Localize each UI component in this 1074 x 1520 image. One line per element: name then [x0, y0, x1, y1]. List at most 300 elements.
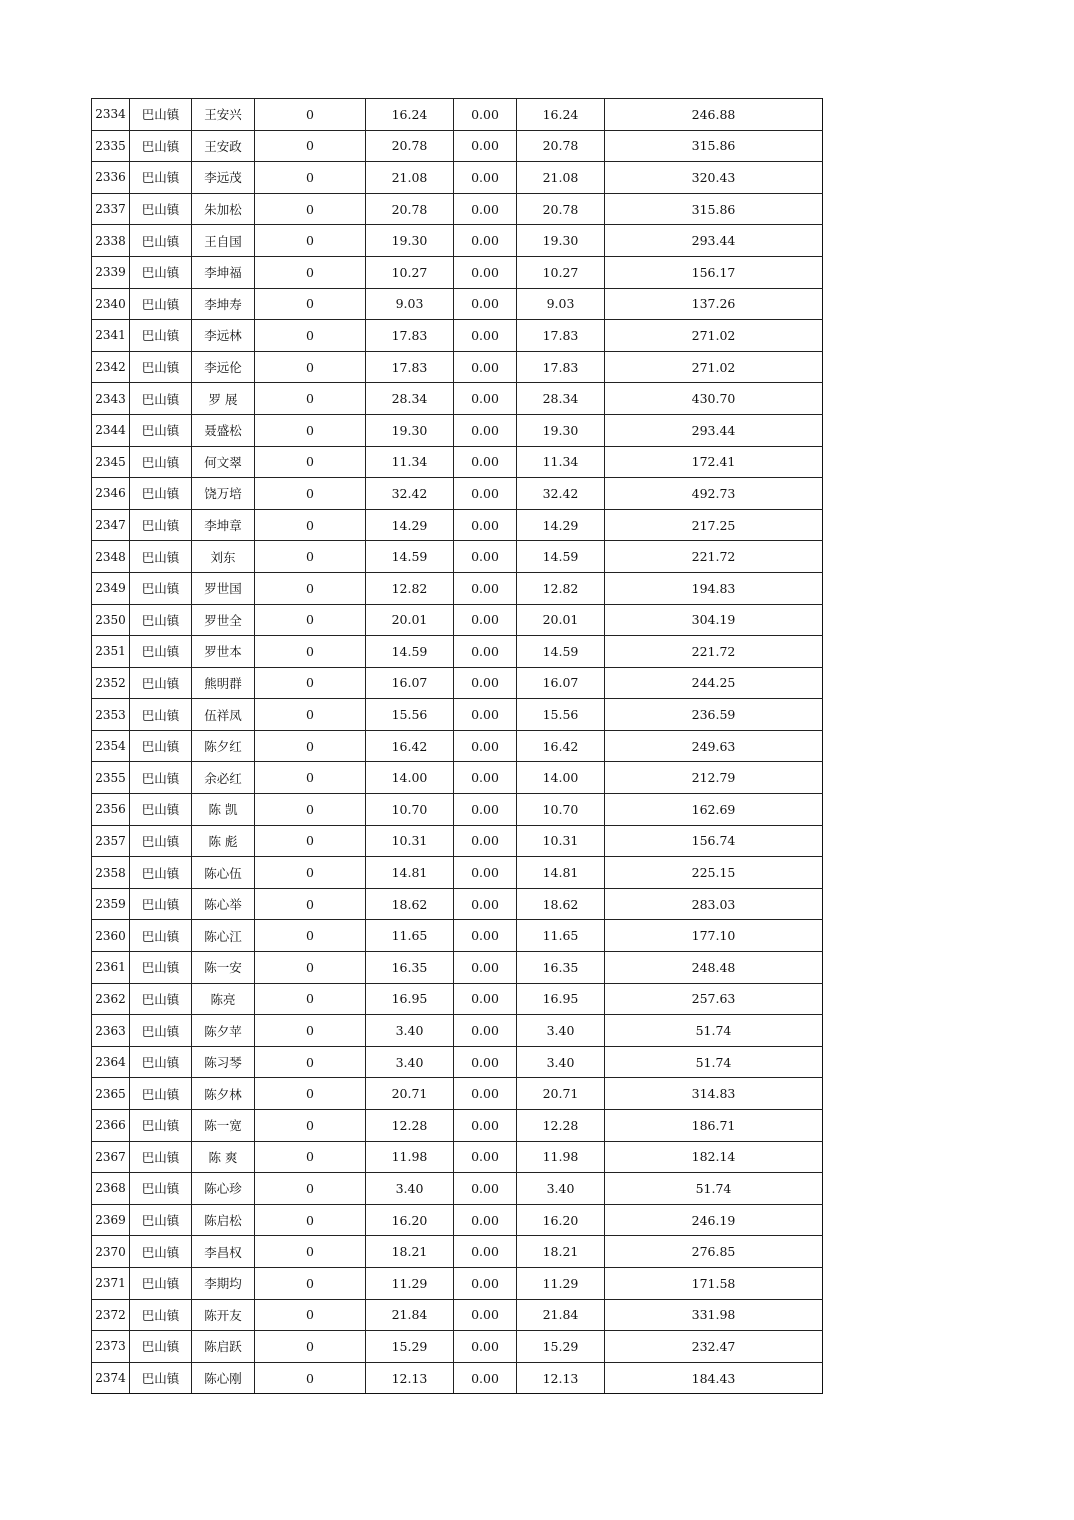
cell-town: 巴山镇 [130, 604, 192, 636]
cell-col7: 10.70 [517, 794, 605, 826]
cell-name: 李坤章 [192, 509, 255, 541]
cell-col7: 11.98 [517, 1141, 605, 1173]
cell-col4: 0 [255, 667, 366, 699]
cell-index: 2353 [92, 699, 130, 731]
cell-col7: 17.83 [517, 320, 605, 352]
cell-total: 225.15 [605, 857, 823, 889]
cell-town: 巴山镇 [130, 1173, 192, 1205]
cell-col6: 0.00 [454, 794, 517, 826]
table-row [92, 1362, 823, 1394]
table-row [92, 636, 823, 668]
table-body [92, 99, 823, 1394]
cell-index: 2358 [92, 857, 130, 889]
cell-col6: 0.00 [454, 667, 517, 699]
cell-total: 171.58 [605, 1267, 823, 1299]
cell-col5: 14.29 [366, 509, 454, 541]
cell-total: 249.63 [605, 730, 823, 762]
cell-col6: 0.00 [454, 1299, 517, 1331]
table-row [92, 952, 823, 984]
cell-col5: 18.62 [366, 888, 454, 920]
cell-index: 2374 [92, 1362, 130, 1394]
cell-col5: 3.40 [366, 1046, 454, 1078]
cell-col5: 21.08 [366, 162, 454, 194]
cell-index: 2369 [92, 1204, 130, 1236]
cell-col7: 16.95 [517, 983, 605, 1015]
cell-col5: 18.21 [366, 1236, 454, 1268]
cell-col7: 17.83 [517, 351, 605, 383]
cell-total: 293.44 [605, 414, 823, 446]
cell-index: 2351 [92, 636, 130, 668]
cell-col4: 0 [255, 1362, 366, 1394]
table-row [92, 99, 823, 131]
cell-col7: 20.01 [517, 604, 605, 636]
cell-col5: 15.29 [366, 1331, 454, 1363]
cell-total: 430.70 [605, 383, 823, 415]
cell-name: 陈夕林 [192, 1078, 255, 1110]
cell-name: 朱加松 [192, 193, 255, 225]
cell-name: 陈夕苹 [192, 1015, 255, 1047]
table-row [92, 383, 823, 415]
cell-col4: 0 [255, 351, 366, 383]
cell-col6: 0.00 [454, 288, 517, 320]
cell-col5: 11.65 [366, 920, 454, 952]
cell-col7: 10.27 [517, 256, 605, 288]
cell-total: 232.47 [605, 1331, 823, 1363]
table-row [92, 446, 823, 478]
table-row [92, 794, 823, 826]
cell-town: 巴山镇 [130, 667, 192, 699]
cell-total: 315.86 [605, 130, 823, 162]
cell-index: 2354 [92, 730, 130, 762]
cell-col5: 17.83 [366, 320, 454, 352]
cell-col6: 0.00 [454, 1267, 517, 1299]
cell-index: 2356 [92, 794, 130, 826]
cell-col4: 0 [255, 1110, 366, 1142]
cell-total: 236.59 [605, 699, 823, 731]
cell-col5: 19.30 [366, 414, 454, 446]
cell-col4: 0 [255, 1299, 366, 1331]
cell-total: 221.72 [605, 541, 823, 573]
cell-col5: 19.30 [366, 225, 454, 257]
cell-col5: 20.01 [366, 604, 454, 636]
cell-total: 156.74 [605, 825, 823, 857]
cell-col4: 0 [255, 1236, 366, 1268]
cell-name: 李坤福 [192, 256, 255, 288]
cell-name: 聂盛松 [192, 414, 255, 446]
cell-col5: 10.27 [366, 256, 454, 288]
cell-col7: 20.78 [517, 130, 605, 162]
table-row [92, 1299, 823, 1331]
cell-town: 巴山镇 [130, 1331, 192, 1363]
cell-name: 陈心举 [192, 888, 255, 920]
table-row [92, 414, 823, 446]
cell-col6: 0.00 [454, 414, 517, 446]
table-row [92, 1204, 823, 1236]
table-row [92, 288, 823, 320]
cell-town: 巴山镇 [130, 478, 192, 510]
cell-town: 巴山镇 [130, 256, 192, 288]
cell-total: 217.25 [605, 509, 823, 541]
cell-total: 331.98 [605, 1299, 823, 1331]
cell-town: 巴山镇 [130, 509, 192, 541]
cell-index: 2360 [92, 920, 130, 952]
cell-name: 李远茂 [192, 162, 255, 194]
cell-col4: 0 [255, 730, 366, 762]
cell-name: 余必红 [192, 762, 255, 794]
cell-col4: 0 [255, 1173, 366, 1205]
cell-name: 陈心刚 [192, 1362, 255, 1394]
cell-total: 314.83 [605, 1078, 823, 1110]
cell-town: 巴山镇 [130, 857, 192, 889]
table-row [92, 1236, 823, 1268]
cell-col7: 15.29 [517, 1331, 605, 1363]
table-row [92, 541, 823, 573]
cell-col4: 0 [255, 1204, 366, 1236]
cell-col4: 0 [255, 983, 366, 1015]
data-table [91, 98, 823, 1394]
cell-col5: 20.78 [366, 193, 454, 225]
cell-name: 陈启松 [192, 1204, 255, 1236]
cell-col6: 0.00 [454, 130, 517, 162]
table-row [92, 857, 823, 889]
cell-total: 244.25 [605, 667, 823, 699]
cell-town: 巴山镇 [130, 1267, 192, 1299]
cell-col4: 0 [255, 130, 366, 162]
cell-col6: 0.00 [454, 920, 517, 952]
cell-index: 2342 [92, 351, 130, 383]
cell-index: 2350 [92, 604, 130, 636]
table-row [92, 256, 823, 288]
cell-name: 陈夕红 [192, 730, 255, 762]
table-row [92, 604, 823, 636]
cell-name: 罗世国 [192, 572, 255, 604]
cell-col6: 0.00 [454, 952, 517, 984]
cell-index: 2340 [92, 288, 130, 320]
cell-total: 271.02 [605, 320, 823, 352]
cell-col5: 16.95 [366, 983, 454, 1015]
cell-col6: 0.00 [454, 193, 517, 225]
table-row [92, 1015, 823, 1047]
cell-town: 巴山镇 [130, 130, 192, 162]
cell-town: 巴山镇 [130, 1046, 192, 1078]
cell-index: 2341 [92, 320, 130, 352]
cell-col5: 32.42 [366, 478, 454, 510]
cell-col6: 0.00 [454, 888, 517, 920]
cell-index: 2349 [92, 572, 130, 604]
cell-total: 293.44 [605, 225, 823, 257]
cell-col7: 11.29 [517, 1267, 605, 1299]
cell-town: 巴山镇 [130, 1204, 192, 1236]
cell-col4: 0 [255, 320, 366, 352]
cell-town: 巴山镇 [130, 1015, 192, 1047]
cell-name: 李坤寿 [192, 288, 255, 320]
cell-col5: 16.24 [366, 99, 454, 131]
cell-name: 陈心珍 [192, 1173, 255, 1205]
cell-total: 186.71 [605, 1110, 823, 1142]
cell-col6: 0.00 [454, 762, 517, 794]
cell-col6: 0.00 [454, 1236, 517, 1268]
cell-name: 陈 凯 [192, 794, 255, 826]
table-row [92, 1267, 823, 1299]
table-row [92, 1078, 823, 1110]
cell-total: 246.88 [605, 99, 823, 131]
cell-col4: 0 [255, 920, 366, 952]
table-row [92, 1141, 823, 1173]
cell-index: 2367 [92, 1141, 130, 1173]
cell-col6: 0.00 [454, 1046, 517, 1078]
cell-name: 罗世全 [192, 604, 255, 636]
cell-index: 2357 [92, 825, 130, 857]
cell-index: 2359 [92, 888, 130, 920]
cell-name: 王安政 [192, 130, 255, 162]
cell-town: 巴山镇 [130, 162, 192, 194]
table-row [92, 888, 823, 920]
cell-col6: 0.00 [454, 383, 517, 415]
cell-col6: 0.00 [454, 225, 517, 257]
cell-col6: 0.00 [454, 1173, 517, 1205]
cell-total: 246.19 [605, 1204, 823, 1236]
cell-col4: 0 [255, 1078, 366, 1110]
cell-town: 巴山镇 [130, 888, 192, 920]
cell-col4: 0 [255, 1141, 366, 1173]
cell-col7: 12.13 [517, 1362, 605, 1394]
cell-name: 何文翠 [192, 446, 255, 478]
cell-name: 李远伦 [192, 351, 255, 383]
cell-index: 2364 [92, 1046, 130, 1078]
cell-col6: 0.00 [454, 730, 517, 762]
cell-col7: 19.30 [517, 225, 605, 257]
cell-index: 2363 [92, 1015, 130, 1047]
cell-col6: 0.00 [454, 509, 517, 541]
cell-total: 315.86 [605, 193, 823, 225]
cell-total: 162.69 [605, 794, 823, 826]
cell-col4: 0 [255, 1015, 366, 1047]
cell-col5: 9.03 [366, 288, 454, 320]
cell-town: 巴山镇 [130, 1110, 192, 1142]
table-row [92, 730, 823, 762]
cell-col4: 0 [255, 572, 366, 604]
table-row [92, 351, 823, 383]
cell-index: 2368 [92, 1173, 130, 1205]
cell-total: 271.02 [605, 351, 823, 383]
cell-town: 巴山镇 [130, 1362, 192, 1394]
cell-col5: 14.59 [366, 541, 454, 573]
cell-index: 2373 [92, 1331, 130, 1363]
cell-name: 陈启跃 [192, 1331, 255, 1363]
cell-name: 陈一宽 [192, 1110, 255, 1142]
cell-index: 2337 [92, 193, 130, 225]
cell-col4: 0 [255, 825, 366, 857]
cell-index: 2348 [92, 541, 130, 573]
cell-index: 2334 [92, 99, 130, 131]
cell-col7: 21.84 [517, 1299, 605, 1331]
cell-col4: 0 [255, 888, 366, 920]
cell-col7: 14.81 [517, 857, 605, 889]
table-row [92, 983, 823, 1015]
cell-col6: 0.00 [454, 1362, 517, 1394]
cell-town: 巴山镇 [130, 1141, 192, 1173]
cell-col7: 16.07 [517, 667, 605, 699]
cell-col4: 0 [255, 256, 366, 288]
cell-col5: 14.81 [366, 857, 454, 889]
cell-total: 184.43 [605, 1362, 823, 1394]
cell-col4: 0 [255, 383, 366, 415]
cell-total: 492.73 [605, 478, 823, 510]
cell-col6: 0.00 [454, 1110, 517, 1142]
cell-col7: 3.40 [517, 1173, 605, 1205]
cell-index: 2346 [92, 478, 130, 510]
cell-index: 2365 [92, 1078, 130, 1110]
cell-col5: 16.42 [366, 730, 454, 762]
cell-index: 2362 [92, 983, 130, 1015]
cell-col5: 11.98 [366, 1141, 454, 1173]
cell-index: 2371 [92, 1267, 130, 1299]
cell-col7: 21.08 [517, 162, 605, 194]
cell-town: 巴山镇 [130, 983, 192, 1015]
cell-col7: 18.21 [517, 1236, 605, 1268]
table-row [92, 509, 823, 541]
cell-col7: 20.78 [517, 193, 605, 225]
cell-col4: 0 [255, 193, 366, 225]
cell-col5: 10.70 [366, 794, 454, 826]
cell-col7: 14.59 [517, 541, 605, 573]
cell-town: 巴山镇 [130, 383, 192, 415]
cell-town: 巴山镇 [130, 99, 192, 131]
cell-col5: 16.20 [366, 1204, 454, 1236]
cell-town: 巴山镇 [130, 1299, 192, 1331]
cell-col6: 0.00 [454, 825, 517, 857]
cell-town: 巴山镇 [130, 320, 192, 352]
cell-town: 巴山镇 [130, 541, 192, 573]
cell-col7: 14.59 [517, 636, 605, 668]
cell-total: 320.43 [605, 162, 823, 194]
cell-col7: 11.65 [517, 920, 605, 952]
cell-town: 巴山镇 [130, 225, 192, 257]
cell-col4: 0 [255, 509, 366, 541]
table-row [92, 193, 823, 225]
cell-name: 熊明群 [192, 667, 255, 699]
cell-total: 51.74 [605, 1015, 823, 1047]
cell-index: 2355 [92, 762, 130, 794]
cell-name: 李远林 [192, 320, 255, 352]
cell-name: 罗世本 [192, 636, 255, 668]
cell-col5: 17.83 [366, 351, 454, 383]
cell-col5: 11.34 [366, 446, 454, 478]
cell-town: 巴山镇 [130, 794, 192, 826]
cell-col4: 0 [255, 794, 366, 826]
cell-col6: 0.00 [454, 604, 517, 636]
cell-col6: 0.00 [454, 572, 517, 604]
cell-total: 257.63 [605, 983, 823, 1015]
cell-col6: 0.00 [454, 1078, 517, 1110]
cell-town: 巴山镇 [130, 414, 192, 446]
table-row [92, 572, 823, 604]
cell-town: 巴山镇 [130, 1236, 192, 1268]
cell-col5: 10.31 [366, 825, 454, 857]
cell-col4: 0 [255, 99, 366, 131]
cell-town: 巴山镇 [130, 636, 192, 668]
cell-index: 2344 [92, 414, 130, 446]
cell-index: 2366 [92, 1110, 130, 1142]
cell-col6: 0.00 [454, 1015, 517, 1047]
table-row [92, 920, 823, 952]
cell-total: 304.19 [605, 604, 823, 636]
cell-total: 194.83 [605, 572, 823, 604]
table-row [92, 320, 823, 352]
cell-col7: 11.34 [517, 446, 605, 478]
cell-col5: 28.34 [366, 383, 454, 415]
cell-total: 283.03 [605, 888, 823, 920]
cell-col6: 0.00 [454, 256, 517, 288]
cell-col7: 15.56 [517, 699, 605, 731]
cell-town: 巴山镇 [130, 699, 192, 731]
cell-total: 51.74 [605, 1046, 823, 1078]
cell-col4: 0 [255, 162, 366, 194]
cell-name: 陈心伍 [192, 857, 255, 889]
cell-index: 2335 [92, 130, 130, 162]
cell-town: 巴山镇 [130, 572, 192, 604]
cell-col4: 0 [255, 225, 366, 257]
cell-col5: 15.56 [366, 699, 454, 731]
cell-total: 221.72 [605, 636, 823, 668]
cell-name: 陈 彪 [192, 825, 255, 857]
cell-name: 陈心江 [192, 920, 255, 952]
cell-col4: 0 [255, 857, 366, 889]
cell-name: 王安兴 [192, 99, 255, 131]
cell-col5: 12.28 [366, 1110, 454, 1142]
cell-total: 177.10 [605, 920, 823, 952]
cell-index: 2352 [92, 667, 130, 699]
cell-col7: 3.40 [517, 1015, 605, 1047]
cell-town: 巴山镇 [130, 193, 192, 225]
cell-col4: 0 [255, 288, 366, 320]
cell-col6: 0.00 [454, 857, 517, 889]
table-row [92, 478, 823, 510]
cell-name: 陈亮 [192, 983, 255, 1015]
cell-col5: 12.13 [366, 1362, 454, 1394]
cell-name: 陈习琴 [192, 1046, 255, 1078]
cell-col6: 0.00 [454, 320, 517, 352]
table-row [92, 699, 823, 731]
cell-name: 陈一安 [192, 952, 255, 984]
cell-col4: 0 [255, 762, 366, 794]
cell-town: 巴山镇 [130, 730, 192, 762]
cell-col6: 0.00 [454, 541, 517, 573]
cell-col7: 3.40 [517, 1046, 605, 1078]
cell-col4: 0 [255, 478, 366, 510]
cell-col6: 0.00 [454, 1141, 517, 1173]
cell-col7: 28.34 [517, 383, 605, 415]
cell-col4: 0 [255, 1331, 366, 1363]
cell-col5: 14.59 [366, 636, 454, 668]
cell-total: 137.26 [605, 288, 823, 320]
cell-total: 51.74 [605, 1173, 823, 1205]
cell-col6: 0.00 [454, 446, 517, 478]
cell-name: 刘东 [192, 541, 255, 573]
cell-col4: 0 [255, 604, 366, 636]
cell-town: 巴山镇 [130, 1078, 192, 1110]
cell-name: 罗 展 [192, 383, 255, 415]
cell-col7: 14.00 [517, 762, 605, 794]
table-row [92, 762, 823, 794]
cell-col5: 3.40 [366, 1173, 454, 1205]
cell-col5: 14.00 [366, 762, 454, 794]
cell-name: 陈 爽 [192, 1141, 255, 1173]
cell-col6: 0.00 [454, 478, 517, 510]
cell-col7: 9.03 [517, 288, 605, 320]
cell-col4: 0 [255, 952, 366, 984]
cell-index: 2370 [92, 1236, 130, 1268]
